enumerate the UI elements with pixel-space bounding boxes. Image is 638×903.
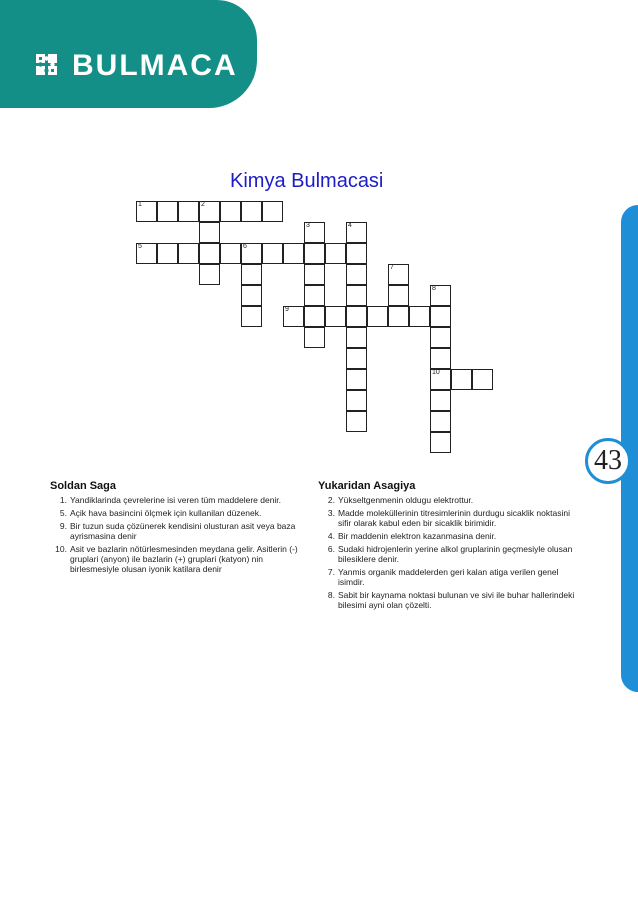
crossword-cell[interactable] bbox=[388, 306, 409, 327]
cell-number: 3 bbox=[306, 222, 310, 229]
clue-item bbox=[318, 590, 580, 610]
crossword-cell[interactable] bbox=[304, 243, 325, 264]
crossword-cell[interactable] bbox=[136, 243, 157, 264]
crossword-cell[interactable] bbox=[346, 264, 367, 285]
clue-text: Sabit bir kaynama noktasi bulunan ve sivi ile buhar hallerindeki bilesimi ayni olan çözelti. bbox=[338, 590, 575, 610]
clue-item bbox=[50, 508, 310, 518]
crossword-cell[interactable] bbox=[199, 264, 220, 285]
crossword-cell[interactable] bbox=[325, 306, 346, 327]
page-number-badge: 43 bbox=[585, 438, 631, 484]
cell-number: 6 bbox=[243, 243, 247, 250]
down-heading: Yukaridan Asagiya bbox=[318, 480, 416, 492]
clue-number: 10. bbox=[55, 544, 67, 554]
crossword-cell[interactable] bbox=[472, 369, 493, 390]
clue-text: Asit ve bazlarin nötürlesmesinden meydana gelir. Asitlerin (-) gruplari (anyon) ile bazlarin (+) gruplari (katyon) nin birlesmesiyle olusan iyonik katilara denir bbox=[70, 544, 298, 574]
clue-item bbox=[50, 544, 310, 574]
clue-number: 5. bbox=[59, 508, 67, 518]
crossword-cell[interactable] bbox=[346, 306, 367, 327]
crossword-cell[interactable] bbox=[241, 285, 262, 306]
crossword-cell[interactable] bbox=[220, 201, 241, 222]
crossword-cell[interactable] bbox=[346, 390, 367, 411]
crossword-cell[interactable] bbox=[346, 348, 367, 369]
crossword-cell[interactable] bbox=[199, 201, 220, 222]
crossword-cell[interactable] bbox=[199, 243, 220, 264]
clue-text: Madde moleküllerinin titresimlerinin durdugu sicaklik noktasini sifir olarak kabul eden bir sicaklik birimidir. bbox=[338, 508, 570, 528]
clue-text: Sudaki hidrojenlerin yerine alkol gruplarinin geçmesiyle olusan bilesiklere denir. bbox=[338, 544, 573, 564]
crossword-cell[interactable] bbox=[430, 348, 451, 369]
across-clues bbox=[50, 495, 310, 577]
clue-item bbox=[318, 544, 580, 564]
crossword-cell[interactable] bbox=[136, 201, 157, 222]
clue-text: Yanmis organik maddelerden geri kalan atiga verilen genel isimdir. bbox=[338, 567, 559, 587]
clue-item bbox=[50, 495, 310, 505]
crossword-cell[interactable] bbox=[304, 327, 325, 348]
clue-item bbox=[318, 531, 580, 541]
clue-number: 8. bbox=[327, 590, 335, 600]
crossword-cell[interactable] bbox=[430, 285, 451, 306]
crossword-cell[interactable] bbox=[283, 243, 304, 264]
cell-number: 5 bbox=[138, 243, 142, 250]
crossword-cell[interactable] bbox=[241, 243, 262, 264]
clue-item bbox=[318, 567, 580, 587]
clue-number: 3. bbox=[327, 508, 335, 518]
crossword-cell[interactable] bbox=[430, 411, 451, 432]
cell-number: 9 bbox=[285, 306, 289, 313]
clue-text: Bir tuzun suda çözünerek kendisini olusturan asit veya baza ayrismasina denir bbox=[70, 521, 296, 541]
crossword-cell[interactable] bbox=[409, 306, 430, 327]
crossword-cell[interactable] bbox=[220, 243, 241, 264]
crossword-cell[interactable] bbox=[304, 285, 325, 306]
crossword-cell[interactable] bbox=[430, 390, 451, 411]
crossword-cell[interactable] bbox=[430, 432, 451, 453]
crossword-cell[interactable] bbox=[262, 201, 283, 222]
crossword-cell[interactable] bbox=[241, 306, 262, 327]
crossword-cell[interactable] bbox=[241, 201, 262, 222]
crossword-cell[interactable] bbox=[178, 201, 199, 222]
across-heading: Soldan Saga bbox=[50, 480, 117, 492]
crossword-cell[interactable] bbox=[178, 243, 199, 264]
puzzle-title: Kimya Bulmacasi bbox=[230, 170, 384, 192]
crossword-cell[interactable] bbox=[262, 243, 283, 264]
cell-number: 2 bbox=[201, 201, 205, 208]
down-clues bbox=[318, 495, 580, 613]
clue-text: Yandiklarinda çevrelerine isi veren tüm maddelere denir. bbox=[70, 495, 282, 505]
crossword-cell[interactable] bbox=[157, 201, 178, 222]
crossword-cell[interactable] bbox=[304, 306, 325, 327]
crossword-cell[interactable] bbox=[430, 327, 451, 348]
clue-number: 1. bbox=[59, 495, 67, 505]
clue-number: 9. bbox=[59, 521, 67, 531]
crossword-cell[interactable] bbox=[346, 243, 367, 264]
crossword-cell[interactable] bbox=[304, 264, 325, 285]
crossword-cell[interactable] bbox=[346, 222, 367, 243]
crossword-cell[interactable] bbox=[346, 327, 367, 348]
cell-number: 4 bbox=[348, 222, 352, 229]
crossword-cell[interactable] bbox=[283, 306, 304, 327]
crossword-cell[interactable] bbox=[157, 243, 178, 264]
crossword-cell[interactable] bbox=[346, 285, 367, 306]
clue-number: 6. bbox=[327, 544, 335, 554]
clue-item bbox=[50, 521, 310, 541]
crossword-cell[interactable] bbox=[430, 306, 451, 327]
crossword-cell[interactable] bbox=[346, 369, 367, 390]
crossword-cell[interactable] bbox=[241, 264, 262, 285]
clue-text: Yükseltgenmenin oldugu elektrottur. bbox=[338, 495, 474, 505]
clue-number: 7. bbox=[327, 567, 335, 577]
crossword-cell[interactable] bbox=[388, 264, 409, 285]
crossword-cell[interactable] bbox=[451, 369, 472, 390]
cell-number: 7 bbox=[390, 264, 394, 271]
clue-text: Bir maddenin elektron kazanmasina denir. bbox=[338, 531, 497, 541]
section-title: BULMACA bbox=[72, 49, 238, 82]
crossword-cell[interactable] bbox=[199, 222, 220, 243]
crossword-cell[interactable] bbox=[367, 306, 388, 327]
clue-number: 2. bbox=[327, 495, 335, 505]
crossword-cell[interactable] bbox=[325, 243, 346, 264]
cell-number: 10 bbox=[432, 369, 440, 376]
cell-number: 8 bbox=[432, 285, 436, 292]
crossword-cell[interactable] bbox=[388, 285, 409, 306]
crossword-cell[interactable] bbox=[430, 369, 451, 390]
clue-item bbox=[318, 508, 580, 528]
crossword-cell[interactable] bbox=[304, 222, 325, 243]
cell-number: 1 bbox=[138, 201, 142, 208]
clue-number: 4. bbox=[327, 531, 335, 541]
clue-item bbox=[318, 495, 580, 505]
crossword-cell[interactable] bbox=[346, 411, 367, 432]
clue-text: Açik hava basincini ölçmek için kullanilan düzenek. bbox=[70, 508, 262, 518]
